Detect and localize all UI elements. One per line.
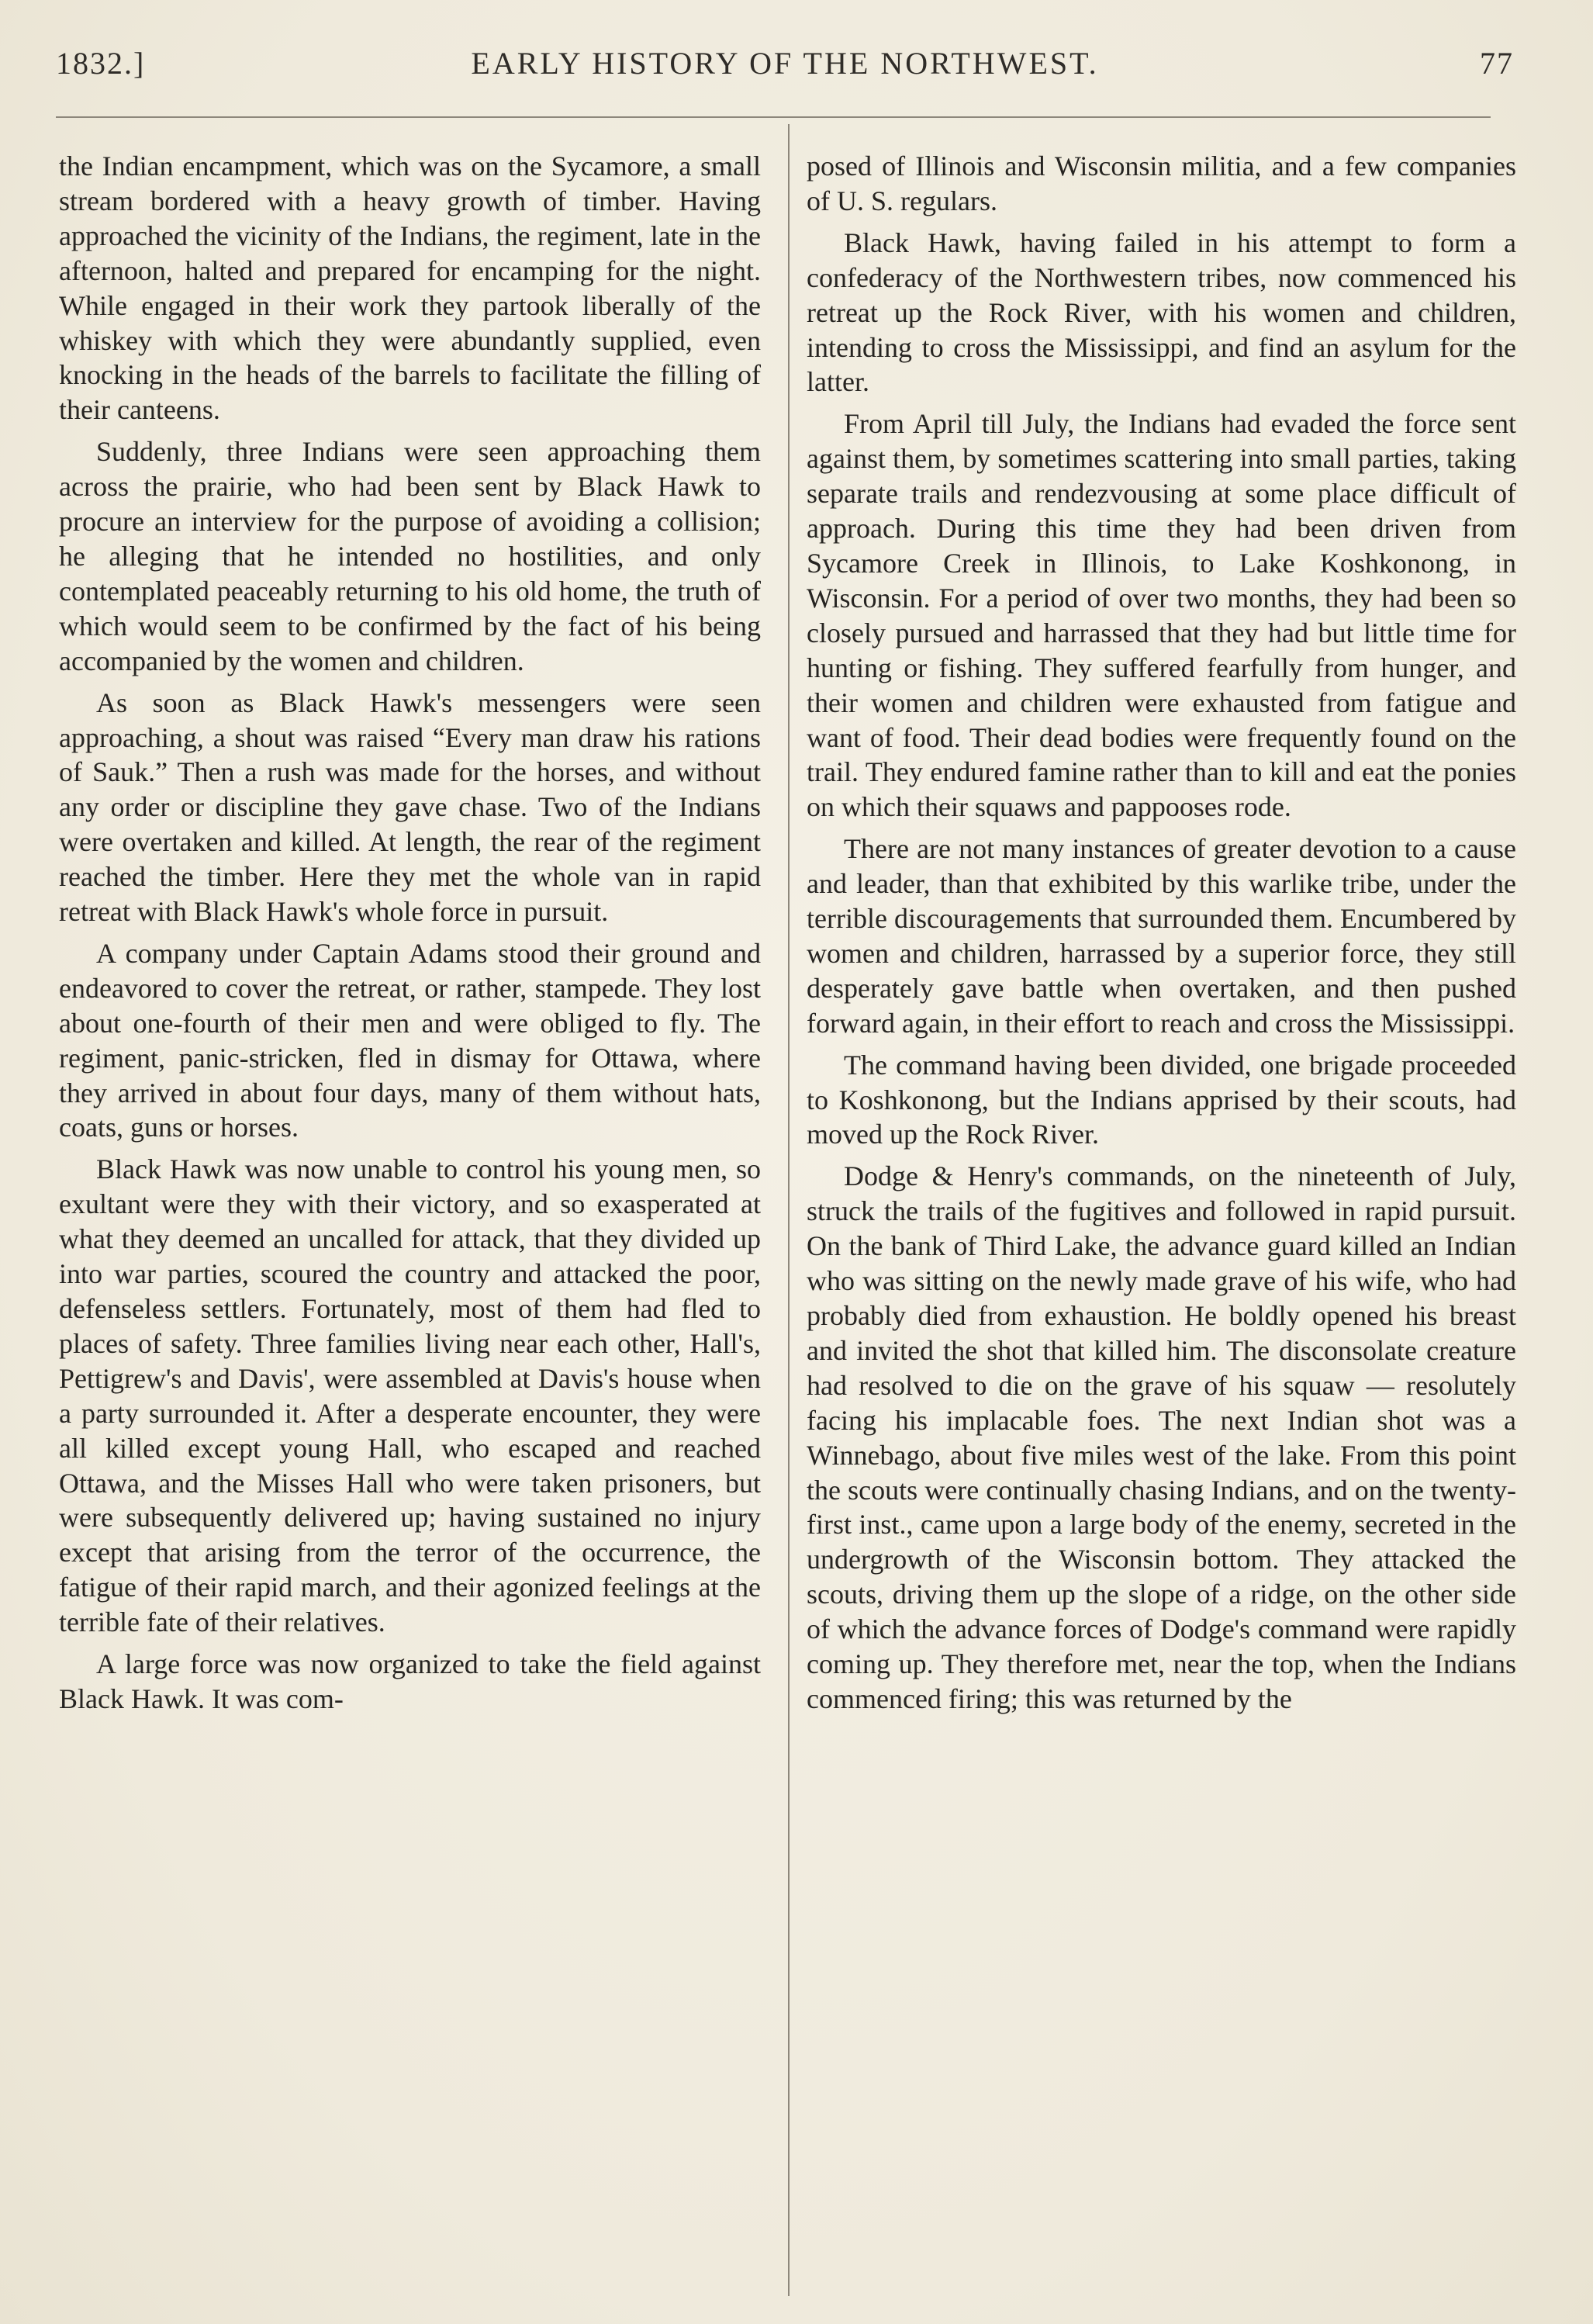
- paragraph: As soon as Black Hawk's messengers were seen approaching, a shout was raised “Every man draw his rations of Sauk.” Then a rush was made for the horses, and without any order or discipline they gave chase. Two of the Indians were overtaken and killed. At length, the rear of the regiment reached the timber. Here they met the whole van in rapid retreat with Black Hawk's whole force in pursuit.: [59, 686, 761, 928]
- paragraph: A large force was now organized to take the field against Black Hawk. It was com-: [59, 1648, 761, 1714]
- paragraph: Suddenly, three Indians were seen approaching them across the prairie, who had been sent by Black Hawk to procure an interview for the purpose of avoiding a collision; he alleging that he intended no hostilities, and only contemplated peaceably returning to his old home, the truth of which would seem to be confirmed by the fact of his being accompanied by the women and children.: [59, 436, 761, 676]
- page-number: 77: [1480, 46, 1514, 81]
- header-rule: [56, 116, 1491, 118]
- left-column: [59, 149, 761, 1724]
- paragraph: the Indian encampment, which was on the Sycamore, a small stream bordered with a heavy growth of timber. Having approached the vicinity of the Indians, the regiment, late in the afternoon, halted and prepared for encamping for the night. While engaged in their work they partook liberally of the whiskey with which they were abundantly supplied, even knocking in the heads of the barrels to facilitate the filling of their canteens.: [59, 150, 761, 426]
- header-year: 1832.]: [56, 46, 146, 81]
- running-head: [56, 45, 1514, 92]
- paragraph: Black Hawk was now unable to control his young men, so exultant were they with their victory, and so exasperated at what they deemed an uncalled for attack, that they divided up into war parties, scoured the country and attacked the poor, defenseless settlers. Fortunately, most of them had fled to places of safety. Three families living near each other, Hall's, Pettigrew's and Davis', were assembled at Davis's house when a party surrounded it. After a desperate encounter, they were all killed except young Hall, who escaped and reached Ottawa, and the Misses Hall who were taken prisoners, but were subsequently delivered up; having sustained no injury except that arising from the terror of the occurrence, the fatigue of their rapid march, and their agonized feelings at the terrible fate of their relatives.: [59, 1153, 761, 1638]
- paragraph: Dodge & Henry's commands, on the nineteenth of July, struck the trails of the fugitives and followed in rapid pursuit. On the bank of Third Lake, the advance guard killed an Indian who was sitting on the newly made grave of his wife, who had probably died from exhaustion. He boldly opened his breast and invited the shot that killed him. The disconsolate creature had resolved to die on the grave of his squaw — resolutely facing his implacable foes. The next Indian shot was a Winnebago, about five miles west of the lake. From this point the scouts were continually chasing Indians, and on the twenty-first inst., came upon a large body of the enemy, secreted in the undergrowth of the Wisconsin bottom. They attacked the scouts, driving them up the slope of a ridge, on the other side of which the advance forces of Dodge's command were rapidly coming up. They therefore met, near the top, when the Indians commenced firing; this was returned by the: [807, 1160, 1516, 1714]
- paragraph: posed of Illinois and Wisconsin militia, and a few companies of U. S. regulars.: [807, 150, 1516, 216]
- paragraph: The command having been divided, one brigade proceeded to Koshkonong, but the Indians apprised by their scouts, had moved up the Rock River.: [807, 1049, 1516, 1150]
- paragraph: From April till July, the Indians had evaded the force sent against them, by sometimes scattering into small parties, taking separate trails and rendezvousing at some place difficult of approach. During this time they had been driven from Sycamore Creek in Illinois, to Lake Koshkonong, in Wisconsin. For a period of over two months, they had been so closely pursued and harrassed that they had but little time for hunting or fishing. They suffered fearfully from hunger, and their women and children were exhausted from fatigue and want of food. Their dead bodies were frequently found on the trail. They endured famine rather than to kill and eat the ponies on which their squaws and pappooses rode.: [807, 408, 1516, 823]
- right-column: [807, 149, 1516, 1724]
- paragraph: A company under Captain Adams stood their ground and endeavored to cover the retreat, or rather, stampede. They lost about one-fourth of their men and were obliged to fly. The regiment, panic-stricken, fled in dismay for Ottawa, where they arrived in about four days, many of them without hats, coats, guns or horses.: [59, 937, 761, 1143]
- column-rule: [788, 124, 790, 2296]
- paragraph: Black Hawk, having failed in his attempt to form a confederacy of the Northwestern tribes, now commenced his retreat up the Rock River, with his women and children, intending to cross the Mississippi, and find an asylum for the latter.: [807, 227, 1516, 398]
- header-title: EARLY HISTORY OF THE NORTHWEST.: [471, 46, 1099, 81]
- paragraph: There are not many instances of greater devotion to a cause and leader, than that exhibited by this warlike tribe, under the terrible discouragements that surrounded them. Encumbered by women and children, harrassed by a superior force, they still desperately gave battle when overtaken, and then pushed forward again, in their effort to reach and cross the Mississippi.: [807, 833, 1516, 1039]
